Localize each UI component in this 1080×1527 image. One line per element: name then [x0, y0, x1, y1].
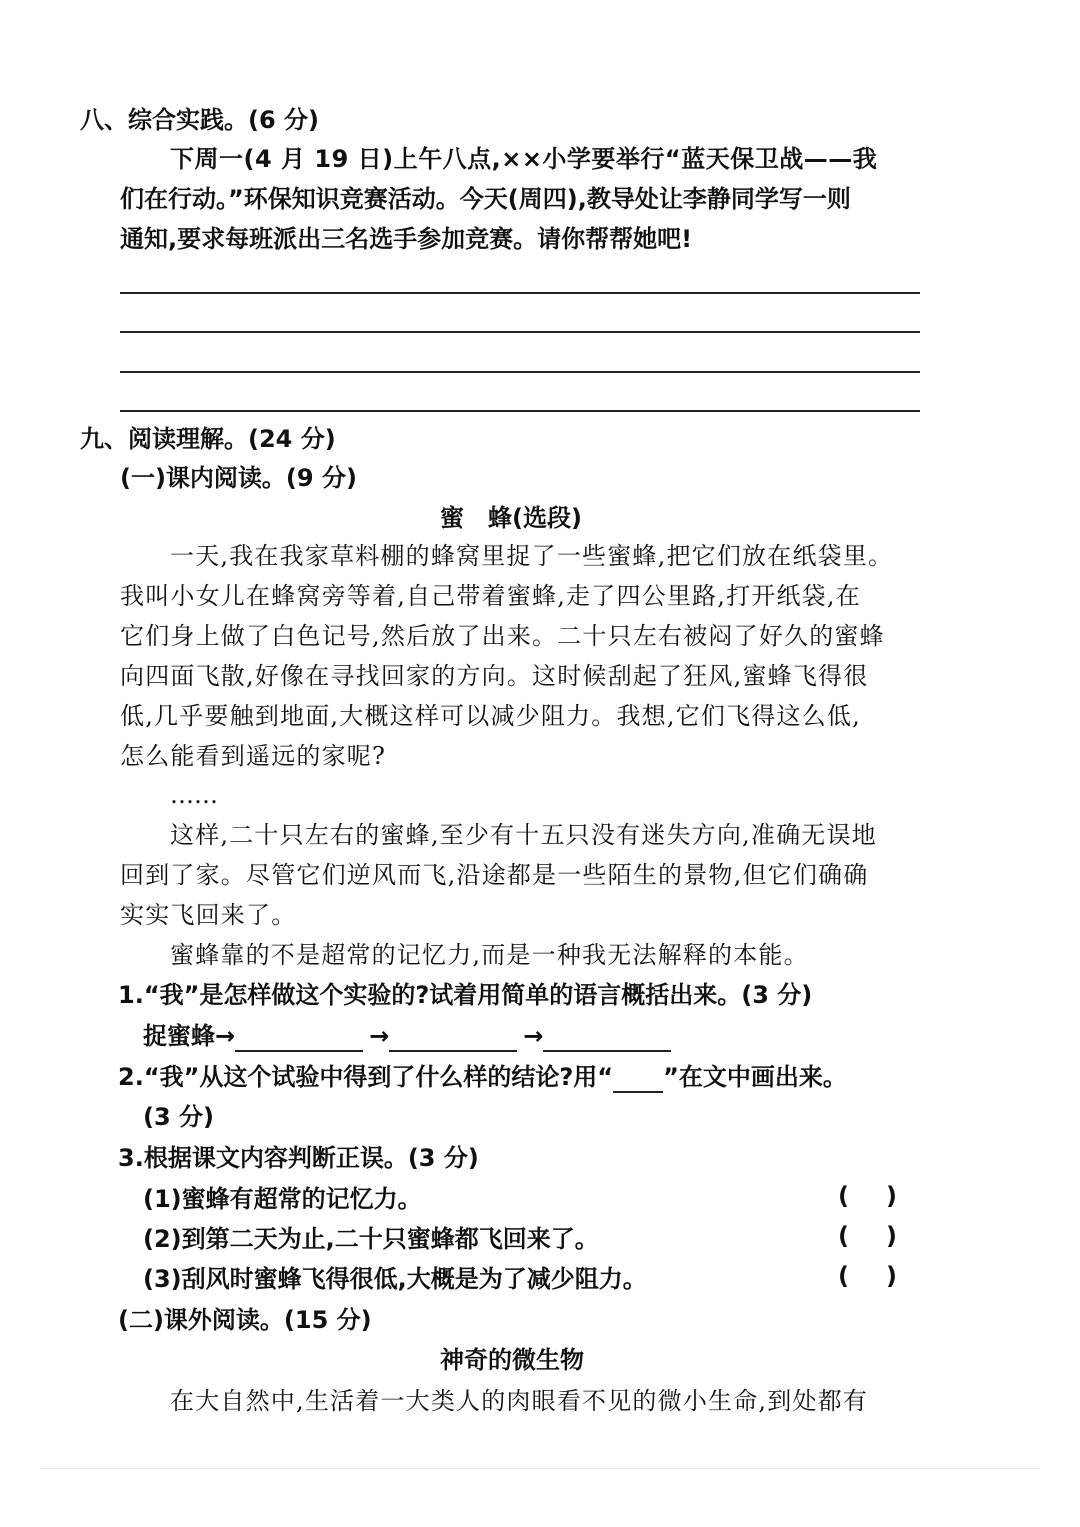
- passage2-title: 神奇的微生物: [440, 1346, 584, 1374]
- question-1: 1.“我”是怎样做这个实验的?试着用简单的语言概括出来。(3 分): [118, 981, 813, 1009]
- q3-item-2: (2)到第二天为止,二十只蜜蜂都飞回来了。: [143, 1225, 599, 1253]
- arrow-icon: →: [369, 1022, 390, 1050]
- passage-p2-line3: 实实飞回来了。: [120, 901, 297, 929]
- passage2-line1: 在大自然中,生活着一大类人的肉眼看不见的微小生命,到处都有: [170, 1387, 869, 1415]
- q3-answer-box-2[interactable]: ( ): [838, 1222, 897, 1250]
- passage-title: 蜜 蜂(选段): [440, 504, 582, 532]
- passage-p2-line2: 回到了家。尽管它们逆风而飞,沿途都是一些陌生的景物,但它们确确: [120, 861, 869, 889]
- q1-blank-1[interactable]: [235, 1026, 363, 1052]
- arrow-icon: →: [523, 1022, 544, 1050]
- q1-blank-2[interactable]: [389, 1026, 517, 1052]
- passage-p1-line2: 我叫小女儿在蜂窝旁等着,自己带着蜜蜂,走了四公里路,打开纸袋,在: [120, 582, 861, 610]
- passage-p1-line1: 一天,我在我家草料棚的蜂窝里捉了一些蜜蜂,把它们放在纸袋里。: [170, 542, 894, 570]
- passage-p2-line1: 这样,二十只左右的蜜蜂,至少有十五只没有迷失方向,准确无误地: [170, 821, 877, 849]
- section8-heading: 八、综合实践。(6 分): [80, 106, 319, 134]
- q2-text-b: ”在文中画出来。: [663, 1063, 847, 1091]
- part2-heading: (二)课外阅读。(15 分): [118, 1306, 372, 1334]
- section8-para-line3: 通知,要求每班派出三名选手参加竞赛。请你帮帮她吧!: [120, 225, 693, 253]
- q1-blank-3[interactable]: [543, 1026, 671, 1052]
- question-2-score: (3 分): [143, 1103, 214, 1131]
- q1-start-label: 捉蜜蜂: [143, 1022, 215, 1050]
- answer-line-2[interactable]: [120, 331, 920, 333]
- q2-underline-sample: [613, 1067, 663, 1093]
- section9-heading: 九、阅读理解。(24 分): [80, 425, 336, 453]
- q2-text-a: 2.“我”从这个试验中得到了什么样的结论?用“: [118, 1063, 614, 1091]
- answer-line-4[interactable]: [120, 410, 920, 412]
- section8-para-line2: 们在行动。”环保知识竞赛活动。今天(周四),教导处让李静同学写一则: [120, 185, 851, 213]
- question-3: 3.根据课文内容判断正误。(3 分): [118, 1144, 479, 1172]
- passage-p1-line6: 怎么能看到遥远的家呢?: [120, 742, 387, 770]
- part1-heading: (一)课内阅读。(9 分): [120, 464, 357, 492]
- ellipsis: ……: [170, 781, 218, 809]
- passage-p3-line1: 蜜蜂靠的不是超常的记忆力,而是一种我无法解释的本能。: [170, 941, 809, 969]
- answer-line-1[interactable]: [120, 292, 920, 294]
- q3-answer-box-1[interactable]: ( ): [838, 1182, 897, 1210]
- passage-p1-line5: 低,几乎要触到地面,大概这样可以减少阻力。我想,它们飞得这么低,: [120, 702, 861, 730]
- passage-p1-line3: 它们身上做了白色记号,然后放了出来。二十只左右被闷了好久的蜜蜂: [120, 622, 885, 650]
- answer-line-3[interactable]: [120, 371, 920, 373]
- q3-item-1: (1)蜜蜂有超常的记忆力。: [143, 1185, 422, 1213]
- q3-item-3: (3)刮风时蜜蜂飞得很低,大概是为了减少阻力。: [143, 1265, 647, 1293]
- question-1-flow: [143, 1020, 671, 1052]
- q3-answer-box-3[interactable]: ( ): [838, 1262, 897, 1290]
- page-bottom-edge: [40, 1468, 1040, 1469]
- question-2: [118, 1061, 847, 1093]
- passage-p1-line4: 向四面飞散,好像在寻找回家的方向。这时候刮起了狂风,蜜蜂飞得很: [120, 662, 869, 690]
- section8-para-line1: 下周一(4 月 19 日)上午八点,××小学要举行“蓝天保卫战——我: [170, 145, 878, 173]
- arrow-icon: →: [215, 1022, 236, 1050]
